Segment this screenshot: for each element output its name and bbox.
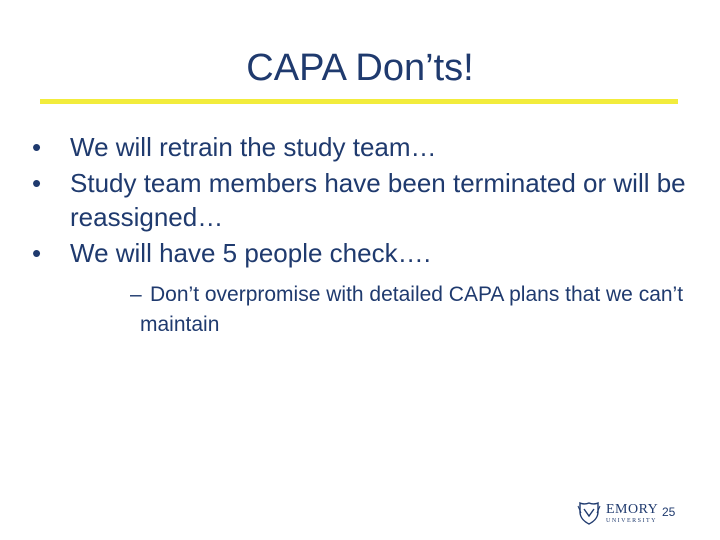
logo-wordmark <box>606 503 658 524</box>
emory-shield-icon <box>576 500 602 526</box>
bullet-marker: • <box>32 238 42 268</box>
page-number: 25 <box>662 505 676 519</box>
bullet-item <box>32 130 692 164</box>
bullet-text: Study team members have been terminated or will be reassigned… <box>70 168 686 232</box>
logo-subtitle: UNIVERSITY <box>606 517 657 524</box>
logo-name: EMORY <box>606 501 659 517</box>
sub-bullet-item <box>130 280 692 340</box>
bullet-list <box>32 130 692 342</box>
bullet-text: We will have 5 people check…. <box>70 238 431 268</box>
bullet-text: We will retrain the study team… <box>70 132 437 162</box>
title-divider <box>40 99 678 104</box>
sub-bullet-list <box>70 280 692 340</box>
bullet-marker: • <box>32 168 42 198</box>
bullet-item <box>32 236 692 340</box>
bullet-item <box>32 166 692 234</box>
sub-bullet-marker: – <box>130 283 142 306</box>
emory-logo <box>576 498 658 528</box>
bullet-marker: • <box>32 132 42 162</box>
sub-bullet-text: Don’t overpromise with detailed CAPA plans that we can’t maintain <box>140 283 684 336</box>
slide-title: CAPA Don’ts! <box>246 47 474 89</box>
